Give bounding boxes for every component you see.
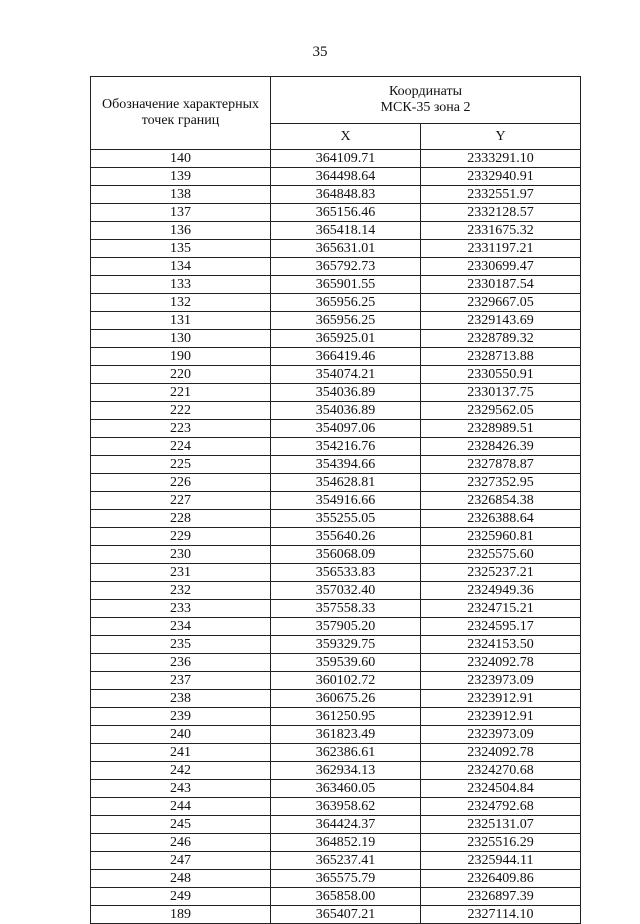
x-cell: 365956.25 bbox=[271, 294, 421, 312]
point-cell: 231 bbox=[91, 564, 271, 582]
table-row bbox=[91, 708, 581, 726]
x-cell: 354216.76 bbox=[271, 438, 421, 456]
x-cell: 359329.75 bbox=[271, 636, 421, 654]
x-cell: 360675.26 bbox=[271, 690, 421, 708]
point-cell: 133 bbox=[91, 276, 271, 294]
table-row bbox=[91, 510, 581, 528]
x-cell: 357032.40 bbox=[271, 582, 421, 600]
table-row bbox=[91, 834, 581, 852]
table-row bbox=[91, 726, 581, 744]
table-row bbox=[91, 456, 581, 474]
point-cell: 243 bbox=[91, 780, 271, 798]
point-cell: 237 bbox=[91, 672, 271, 690]
table-row bbox=[91, 366, 581, 384]
table-row bbox=[91, 330, 581, 348]
table-row bbox=[91, 276, 581, 294]
table-row bbox=[91, 654, 581, 672]
y-cell: 2324270.68 bbox=[421, 762, 581, 780]
x-cell: 364109.71 bbox=[271, 150, 421, 168]
y-cell: 2324595.17 bbox=[421, 618, 581, 636]
coordinates-group-header-line-1: Координаты bbox=[389, 84, 462, 100]
y-cell: 2326388.64 bbox=[421, 510, 581, 528]
table-row bbox=[91, 906, 581, 924]
y-cell: 2332128.57 bbox=[421, 204, 581, 222]
coordinates-table bbox=[90, 76, 581, 924]
x-cell: 365407.21 bbox=[271, 906, 421, 924]
table-row bbox=[91, 150, 581, 168]
table-row bbox=[91, 474, 581, 492]
x-cell: 357905.20 bbox=[271, 618, 421, 636]
point-cell: 221 bbox=[91, 384, 271, 402]
table-row bbox=[91, 258, 581, 276]
table-row bbox=[91, 564, 581, 582]
table-row bbox=[91, 186, 581, 204]
y-cell: 2324792.68 bbox=[421, 798, 581, 816]
point-cell: 230 bbox=[91, 546, 271, 564]
x-cell: 354074.21 bbox=[271, 366, 421, 384]
table-row bbox=[91, 672, 581, 690]
x-cell: 361250.95 bbox=[271, 708, 421, 726]
table-row bbox=[91, 618, 581, 636]
point-cell: 190 bbox=[91, 348, 271, 366]
y-cell: 2327878.87 bbox=[421, 456, 581, 474]
x-cell: 356068.09 bbox=[271, 546, 421, 564]
x-cell: 354097.06 bbox=[271, 420, 421, 438]
point-cell: 140 bbox=[91, 150, 271, 168]
y-cell: 2328713.88 bbox=[421, 348, 581, 366]
page-number: 35 bbox=[312, 44, 328, 60]
x-cell: 360102.72 bbox=[271, 672, 421, 690]
point-cell: 238 bbox=[91, 690, 271, 708]
table-row bbox=[91, 762, 581, 780]
y-cell: 2325944.11 bbox=[421, 852, 581, 870]
point-cell: 225 bbox=[91, 456, 271, 474]
table-row bbox=[91, 636, 581, 654]
point-cell: 232 bbox=[91, 582, 271, 600]
point-name-header-line-1: Обозначение характерных bbox=[102, 97, 259, 112]
table-row bbox=[91, 852, 581, 870]
y-cell: 2327114.10 bbox=[421, 906, 581, 924]
x-cell: 355255.05 bbox=[271, 510, 421, 528]
table-row bbox=[91, 168, 581, 186]
table-row bbox=[91, 348, 581, 366]
coordinates-group-header bbox=[271, 77, 581, 124]
y-cell: 2329562.05 bbox=[421, 402, 581, 420]
table-row bbox=[91, 438, 581, 456]
point-cell: 139 bbox=[91, 168, 271, 186]
table-row bbox=[91, 744, 581, 762]
table-row bbox=[91, 600, 581, 618]
point-cell: 241 bbox=[91, 744, 271, 762]
y-cell: 2326854.38 bbox=[421, 492, 581, 510]
y-cell: 2323912.91 bbox=[421, 690, 581, 708]
x-cell: 365156.46 bbox=[271, 204, 421, 222]
y-cell: 2330550.91 bbox=[421, 366, 581, 384]
y-cell: 2326409.86 bbox=[421, 870, 581, 888]
point-cell: 233 bbox=[91, 600, 271, 618]
point-cell: 240 bbox=[91, 726, 271, 744]
y-cell: 2329667.05 bbox=[421, 294, 581, 312]
x-cell: 365792.73 bbox=[271, 258, 421, 276]
point-cell: 235 bbox=[91, 636, 271, 654]
y-cell: 2325575.60 bbox=[421, 546, 581, 564]
point-cell: 220 bbox=[91, 366, 271, 384]
y-cell: 2325960.81 bbox=[421, 528, 581, 546]
table-row bbox=[91, 402, 581, 420]
point-cell: 136 bbox=[91, 222, 271, 240]
y-cell: 2328426.39 bbox=[421, 438, 581, 456]
table-row bbox=[91, 798, 581, 816]
x-cell: 364498.64 bbox=[271, 168, 421, 186]
x-cell: 365858.00 bbox=[271, 888, 421, 906]
y-cell: 2325237.21 bbox=[421, 564, 581, 582]
y-cell: 2333291.10 bbox=[421, 150, 581, 168]
point-cell: 239 bbox=[91, 708, 271, 726]
point-cell: 227 bbox=[91, 492, 271, 510]
y-cell: 2324153.50 bbox=[421, 636, 581, 654]
x-cell: 365237.41 bbox=[271, 852, 421, 870]
table-row bbox=[91, 204, 581, 222]
x-cell: 356533.83 bbox=[271, 564, 421, 582]
x-cell: 354036.89 bbox=[271, 402, 421, 420]
x-cell: 354628.81 bbox=[271, 474, 421, 492]
point-cell: 138 bbox=[91, 186, 271, 204]
x-cell: 354394.66 bbox=[271, 456, 421, 474]
point-cell: 224 bbox=[91, 438, 271, 456]
x-cell: 359539.60 bbox=[271, 654, 421, 672]
coordinates-group-header-line-2: МСК-35 зона 2 bbox=[380, 100, 471, 116]
point-cell: 131 bbox=[91, 312, 271, 330]
table-row bbox=[91, 780, 581, 798]
table-row bbox=[91, 312, 581, 330]
x-cell: 362934.13 bbox=[271, 762, 421, 780]
y-column-header: Y bbox=[421, 124, 581, 150]
point-cell: 242 bbox=[91, 762, 271, 780]
point-cell: 229 bbox=[91, 528, 271, 546]
point-cell: 132 bbox=[91, 294, 271, 312]
table-row bbox=[91, 240, 581, 258]
x-cell: 365418.14 bbox=[271, 222, 421, 240]
x-cell: 366419.46 bbox=[271, 348, 421, 366]
y-cell: 2323973.09 bbox=[421, 726, 581, 744]
x-cell: 354916.66 bbox=[271, 492, 421, 510]
x-cell: 365925.01 bbox=[271, 330, 421, 348]
y-cell: 2328989.51 bbox=[421, 420, 581, 438]
point-cell: 244 bbox=[91, 798, 271, 816]
table-row bbox=[91, 420, 581, 438]
table-row bbox=[91, 546, 581, 564]
point-name-header-line-2: точек границ bbox=[141, 113, 220, 128]
point-cell: 245 bbox=[91, 816, 271, 834]
y-cell: 2323912.91 bbox=[421, 708, 581, 726]
point-cell: 189 bbox=[91, 906, 271, 924]
y-cell: 2326897.39 bbox=[421, 888, 581, 906]
table-row bbox=[91, 870, 581, 888]
table-row bbox=[91, 816, 581, 834]
y-cell: 2324949.36 bbox=[421, 582, 581, 600]
y-cell: 2331675.32 bbox=[421, 222, 581, 240]
y-cell: 2327352.95 bbox=[421, 474, 581, 492]
table-row bbox=[91, 492, 581, 510]
point-cell: 249 bbox=[91, 888, 271, 906]
table-row bbox=[91, 582, 581, 600]
x-cell: 363460.05 bbox=[271, 780, 421, 798]
table-row bbox=[91, 528, 581, 546]
table-row bbox=[91, 384, 581, 402]
point-cell: 222 bbox=[91, 402, 271, 420]
x-cell: 364852.19 bbox=[271, 834, 421, 852]
y-cell: 2323973.09 bbox=[421, 672, 581, 690]
y-cell: 2325516.29 bbox=[421, 834, 581, 852]
y-cell: 2324504.84 bbox=[421, 780, 581, 798]
x-cell: 355640.26 bbox=[271, 528, 421, 546]
y-cell: 2332940.91 bbox=[421, 168, 581, 186]
x-cell: 365575.79 bbox=[271, 870, 421, 888]
point-cell: 134 bbox=[91, 258, 271, 276]
table-body bbox=[91, 150, 581, 924]
y-cell: 2324092.78 bbox=[421, 654, 581, 672]
x-cell: 362386.61 bbox=[271, 744, 421, 762]
y-cell: 2328789.32 bbox=[421, 330, 581, 348]
y-cell: 2331197.21 bbox=[421, 240, 581, 258]
y-cell: 2325131.07 bbox=[421, 816, 581, 834]
y-cell: 2324092.78 bbox=[421, 744, 581, 762]
x-cell: 363958.62 bbox=[271, 798, 421, 816]
x-cell: 364848.83 bbox=[271, 186, 421, 204]
point-cell: 248 bbox=[91, 870, 271, 888]
x-cell: 365956.25 bbox=[271, 312, 421, 330]
table-row bbox=[91, 888, 581, 906]
table-row bbox=[91, 222, 581, 240]
point-cell: 246 bbox=[91, 834, 271, 852]
table-header bbox=[91, 77, 581, 150]
point-cell: 137 bbox=[91, 204, 271, 222]
x-cell: 364424.37 bbox=[271, 816, 421, 834]
point-cell: 247 bbox=[91, 852, 271, 870]
y-cell: 2329143.69 bbox=[421, 312, 581, 330]
table-row bbox=[91, 294, 581, 312]
y-cell: 2324715.21 bbox=[421, 600, 581, 618]
point-cell: 234 bbox=[91, 618, 271, 636]
x-column-header: X bbox=[271, 124, 421, 150]
point-name-header bbox=[91, 77, 271, 150]
x-cell: 361823.49 bbox=[271, 726, 421, 744]
table-row bbox=[91, 690, 581, 708]
y-cell: 2330137.75 bbox=[421, 384, 581, 402]
x-cell: 354036.89 bbox=[271, 384, 421, 402]
x-cell: 357558.33 bbox=[271, 600, 421, 618]
point-cell: 135 bbox=[91, 240, 271, 258]
y-cell: 2330699.47 bbox=[421, 258, 581, 276]
point-cell: 223 bbox=[91, 420, 271, 438]
x-cell: 365901.55 bbox=[271, 276, 421, 294]
y-cell: 2332551.97 bbox=[421, 186, 581, 204]
point-cell: 226 bbox=[91, 474, 271, 492]
point-cell: 236 bbox=[91, 654, 271, 672]
x-cell: 365631.01 bbox=[271, 240, 421, 258]
point-cell: 228 bbox=[91, 510, 271, 528]
y-cell: 2330187.54 bbox=[421, 276, 581, 294]
point-cell: 130 bbox=[91, 330, 271, 348]
